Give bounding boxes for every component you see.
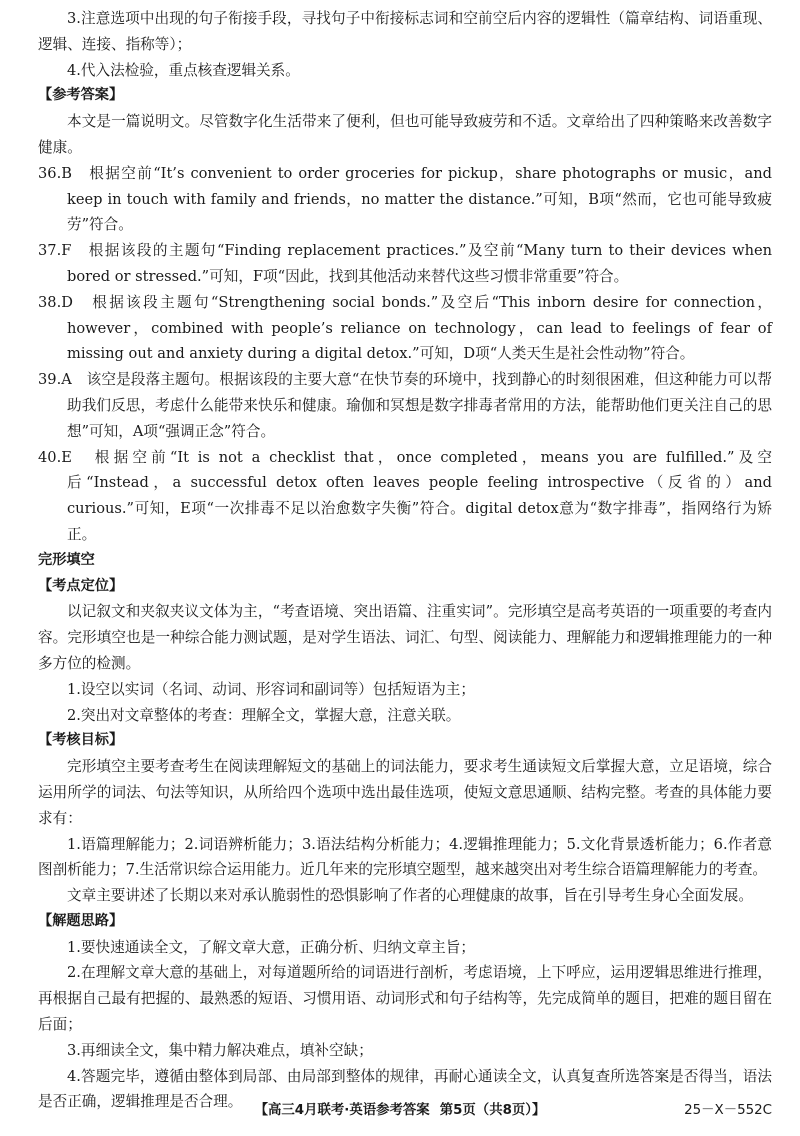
approach-step-4: 4.答题完毕，遵循由整体到局部、由局部到整体的规律，再耐心通读全文，认真复查所选答案是否得当，语法是否正确，逻辑推理是否合理。	[38, 1067, 772, 1111]
approach-step-1: 1.要快速通读全文，了解文章大意，正确分析、归纳文章主旨；	[67, 938, 475, 956]
step-4: 4.代入法检验，重点核查逻辑关系。	[67, 61, 300, 79]
footer-title: 【高三4月联考·英语参考答案	[254, 1103, 430, 1118]
footer-page-number: 第5页（共8页）】	[439, 1103, 546, 1118]
answer-item-37: 37.F 根据该段的主题句“Finding replacement practices.”及空前“Many turn to their devices when bored or stressed.”可知，F项“因此，找到其他活动来替代这些习惯非常重要”符合。	[38, 242, 772, 285]
approach-step-2: 2.在理解文章大意的基础上，对每道题所给的词语进行剖析，考虑语境，上下呼应，运用逻辑思维进行推理，再根据自己最有把握的、最熟悉的短语、习惯用语、动词形式和句子结构等，先完成简单的题目，把难的题目留在后面；	[38, 964, 772, 1034]
ref-answer-summary: 本文是一篇说明文。尽管数字化生活带来了便利，但也可能导致疲劳和不适。文章给出了四种策略来改善数字健康。	[38, 113, 772, 156]
goal-abilities: 1.语篇理解能力；2.词语辨析能力；3.语法结构分析能力；4.逻辑推理能力；5.文化背景透析能力；6.作者意图剖析能力；7.生活常识综合运用能力。近几年来的完形填空题型，越来越突出对考生综合语篇理解能力的考查。	[38, 835, 772, 879]
approach-heading: 【解题思路】	[38, 912, 124, 929]
answer-item-38: 38.D 根据该段主题句“Strengthening social bonds.”及空后“This inborn desire for connection，however，combined with people’s reliance on technology，can lead to feelings of fear of missing out and anxiety during a digital detox.”可知，D项“人类天生是社会性动物”符合。	[38, 293, 772, 363]
story-summary: 文章主要讲述了长期以来对承认脆弱性的恐惧影响了作者的心理健康的故事，旨在引导考生身心全面发展。	[67, 887, 753, 905]
footer-code: 25－X－552C	[684, 1103, 772, 1118]
answer-item-40: 40.E 根据空前“It is not a checklist that，once completed，means you are fulfilled.”及空后“Instead，a successful detox often leaves people feeling introspective（反省的）and curious.”可知，E项“一次排毒不足以治愈数字失衡”符合。digital detox意为“数字排毒”，指网络行为矫正。	[38, 448, 772, 543]
position-text: 以记叙文和夹叙夹议文体为主，“考查语境、突出语篇、注重实词”。完形填空是高考英语的一项重要的考查内容。完形填空也是一种综合能力测试题，是对学生语法、词汇、句型、阅读能力、理解能力和逻辑推理能力的一种多方位的检测。	[38, 603, 772, 672]
position-point-2: 2.突出对文章整体的考查：理解全文，掌握大意，注意关联。	[67, 706, 461, 724]
page-footer	[0, 1099, 800, 1118]
approach-step-3: 3.再细读全文，集中精力解决难点，填补空缺；	[67, 1041, 373, 1059]
answer-item-36: 36.B 根据空前“It’s convenient to order groceries for pickup，share photographs or music，and keep in touch with family and friends，no matter the distance.”可知，B项“然而，它也可能导致疲劳”符合。	[38, 164, 772, 234]
goal-heading: 【考核目标】	[38, 732, 124, 749]
cloze-title: 完形填空	[38, 551, 95, 568]
answer-page	[38, 6, 772, 1115]
position-heading: 【考点定位】	[38, 577, 124, 594]
ref-answer-heading: 【参考答案】	[38, 87, 124, 104]
goal-text: 完形填空主要考查考生在阅读理解短文的基础上的词法能力，要求考生通读短文后掌握大意，立足语境，综合运用所学的词法、句法等知识，从所给四个选项中选出最佳选项，使短文意思通顺、结构完整。考查的具体能力要求有：	[38, 758, 772, 827]
position-point-1: 1.设空以实词（名词、动词、形容词和副词等）包括短语为主；	[67, 680, 475, 698]
step-3: 3.注意选项中出现的句子衔接手段，寻找句子中衔接标志词和空前空后内容的逻辑性（篇章结构、词语重现、逻辑、连接、指称等）；	[38, 10, 772, 53]
answer-item-39: 39.A 该空是段落主题句。根据该段的主要大意“在快节奏的环境中，找到静心的时刻很困难，但这种能力可以帮助我们反思，考虑什么能带来快乐和健康。瑜伽和冥想是数字排毒者常用的方法，能帮助他们更关注自己的思想”可知，A项“强调正念”符合。	[38, 371, 772, 440]
